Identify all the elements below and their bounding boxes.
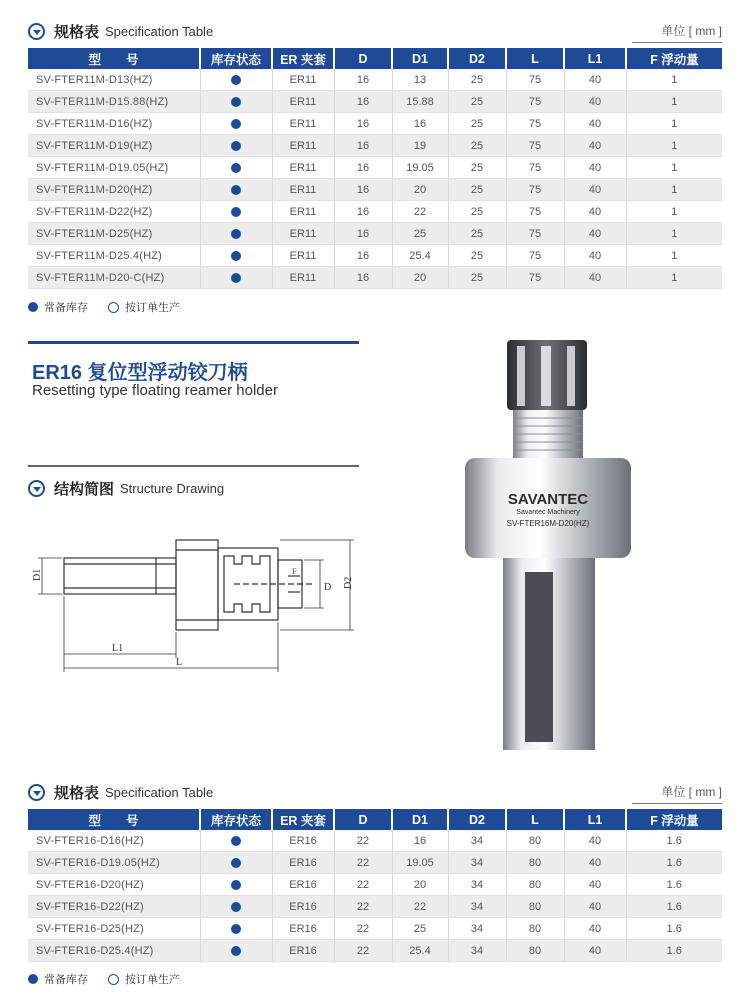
- cell-model: SV-FTER11M-D15.88(HZ): [28, 91, 200, 113]
- cell-d: 16: [334, 135, 392, 157]
- made-to-order-ring-icon: [108, 302, 119, 313]
- product-photo: [455, 340, 640, 755]
- col-header-l: L: [506, 48, 564, 69]
- cell-d: 16: [334, 179, 392, 201]
- table-row: [28, 918, 722, 940]
- in-stock-dot-icon: [231, 75, 241, 85]
- cell-model: SV-FTER16-D19.05(HZ): [28, 852, 200, 874]
- table-row: [28, 940, 722, 962]
- dim-label-l1: L1: [112, 643, 124, 654]
- cell-float: 1.6: [626, 940, 722, 962]
- table-row: [28, 896, 722, 918]
- cell-l1: 40: [564, 201, 626, 223]
- cell-l: 75: [506, 135, 564, 157]
- dim-label-d: D: [324, 582, 332, 593]
- in-stock-dot-icon: [231, 207, 241, 217]
- dim-label-d2: D2: [343, 576, 354, 589]
- cell-d: 22: [334, 874, 392, 896]
- table-row: [28, 852, 722, 874]
- cell-model: SV-FTER11M-D20-C(HZ): [28, 267, 200, 289]
- cell-l: 75: [506, 69, 564, 91]
- table-row: [28, 135, 722, 157]
- cell-l: 80: [506, 874, 564, 896]
- cell-l: 75: [506, 245, 564, 267]
- cell-float: 1: [626, 157, 722, 179]
- cell-collet: ER11: [272, 69, 334, 91]
- legend-made-to-order: 按订单生产: [125, 302, 180, 314]
- in-stock-dot-icon: [231, 273, 241, 283]
- legend-2: [28, 971, 180, 987]
- chevron-down-circle-icon: [28, 784, 45, 801]
- in-stock-dot-icon: [231, 97, 241, 107]
- in-stock-dot-icon: [231, 902, 241, 912]
- col-header-d2: D2: [448, 809, 506, 830]
- cell-l1: 40: [564, 245, 626, 267]
- unit-label: 单位 [ mm ]: [632, 22, 722, 43]
- chevron-down-circle-icon: [28, 23, 45, 40]
- cell-float: 1: [626, 135, 722, 157]
- cell-d1: 16: [392, 113, 448, 135]
- cell-l1: 40: [564, 69, 626, 91]
- cell-model: SV-FTER11M-D20(HZ): [28, 179, 200, 201]
- chevron-down-circle-icon: [28, 480, 45, 497]
- col-header-l1: L1: [564, 809, 626, 830]
- cell-l: 80: [506, 896, 564, 918]
- cell-d1: 19.05: [392, 157, 448, 179]
- cell-d2: 25: [448, 157, 506, 179]
- spec-table-2-heading: [28, 782, 213, 803]
- cell-d: 16: [334, 69, 392, 91]
- table-header-row: [28, 48, 722, 69]
- cell-model: SV-FTER11M-D25(HZ): [28, 223, 200, 245]
- cell-collet: ER16: [272, 940, 334, 962]
- cell-model: SV-FTER16-D25.4(HZ): [28, 940, 200, 962]
- spec-heading-cn: 规格表: [54, 785, 100, 802]
- cell-float: 1: [626, 91, 722, 113]
- drawing-heading: [28, 478, 224, 499]
- cell-stock: [200, 223, 272, 245]
- col-header-collet: ER 夹套: [272, 48, 334, 69]
- cell-stock: [200, 852, 272, 874]
- cell-d1: 25.4: [392, 245, 448, 267]
- cell-float: 1.6: [626, 896, 722, 918]
- cell-d1: 20: [392, 267, 448, 289]
- cell-collet: ER11: [272, 113, 334, 135]
- drawing-heading-en: Structure Drawing: [120, 481, 225, 496]
- spec-table-2: [28, 809, 722, 962]
- spec-heading-cn: 规格表: [54, 24, 100, 41]
- cell-d1: 19.05: [392, 852, 448, 874]
- cell-d2: 34: [448, 940, 506, 962]
- product-marking: SV-FTER16M-D20(HZ): [506, 519, 590, 528]
- cell-collet: ER16: [272, 874, 334, 896]
- cell-d: 16: [334, 201, 392, 223]
- drawing-heading-cn: 结构简图: [54, 481, 115, 498]
- cell-d1: 13: [392, 69, 448, 91]
- cell-model: SV-FTER11M-D13(HZ): [28, 69, 200, 91]
- table-row: [28, 69, 722, 91]
- cell-model: SV-FTER16-D22(HZ): [28, 896, 200, 918]
- cell-collet: ER16: [272, 852, 334, 874]
- cell-d: 16: [334, 157, 392, 179]
- cell-float: 1.6: [626, 852, 722, 874]
- cell-d: 22: [334, 940, 392, 962]
- col-header-float: F 浮动量: [626, 48, 722, 69]
- cell-d1: 20: [392, 179, 448, 201]
- legend-1: [28, 299, 180, 315]
- spec-heading-en: Specification Table: [105, 24, 214, 39]
- cell-l1: 40: [564, 918, 626, 940]
- cell-d: 22: [334, 896, 392, 918]
- table-row: [28, 157, 722, 179]
- cell-d2: 34: [448, 896, 506, 918]
- table-row: [28, 179, 722, 201]
- in-stock-dot-icon: [231, 946, 241, 956]
- cell-d: 22: [334, 852, 392, 874]
- in-stock-dot-icon: [231, 119, 241, 129]
- title-top-rule: [28, 341, 359, 344]
- cell-float: 1.6: [626, 918, 722, 940]
- cell-d: 16: [334, 245, 392, 267]
- cell-d2: 25: [448, 223, 506, 245]
- cell-collet: ER11: [272, 135, 334, 157]
- cell-float: 1: [626, 223, 722, 245]
- title-bottom-rule: [28, 465, 359, 467]
- cell-d1: 25.4: [392, 940, 448, 962]
- cell-d2: 25: [448, 135, 506, 157]
- cell-d2: 25: [448, 179, 506, 201]
- cell-d1: 20: [392, 874, 448, 896]
- table-row: [28, 113, 722, 135]
- cell-d: 16: [334, 267, 392, 289]
- in-stock-dot-icon: [231, 836, 241, 846]
- legend-in-stock: 常备库存: [44, 302, 88, 314]
- body-outline: [176, 540, 218, 630]
- cell-d2: 25: [448, 113, 506, 135]
- cell-stock: [200, 896, 272, 918]
- table-row: [28, 91, 722, 113]
- cell-d: 16: [334, 223, 392, 245]
- cell-stock: [200, 157, 272, 179]
- cell-d: 22: [334, 918, 392, 940]
- cell-collet: ER11: [272, 245, 334, 267]
- cell-model: SV-FTER11M-D19(HZ): [28, 135, 200, 157]
- cell-collet: ER11: [272, 91, 334, 113]
- cell-d2: 34: [448, 830, 506, 852]
- in-stock-dot-icon: [231, 163, 241, 173]
- legend-made-to-order: 按订单生产: [125, 974, 180, 986]
- cell-d2: 34: [448, 874, 506, 896]
- col-header-d1: D1: [392, 809, 448, 830]
- table-row: [28, 245, 722, 267]
- col-header-stock: 库存状态: [200, 48, 272, 69]
- cell-collet: ER11: [272, 267, 334, 289]
- cell-float: 1: [626, 267, 722, 289]
- cell-stock: [200, 179, 272, 201]
- cell-stock: [200, 918, 272, 940]
- table-row: [28, 201, 722, 223]
- spec-heading-en: Specification Table: [105, 785, 214, 800]
- table-row: [28, 267, 722, 289]
- col-header-d: D: [334, 48, 392, 69]
- cell-stock: [200, 874, 272, 896]
- cell-l1: 40: [564, 267, 626, 289]
- in-stock-dot-icon: [231, 141, 241, 151]
- brand-subtitle: Savantec Machinery: [516, 509, 580, 516]
- cell-stock: [200, 201, 272, 223]
- cell-float: 1: [626, 201, 722, 223]
- cell-l1: 40: [564, 874, 626, 896]
- cell-float: 1: [626, 69, 722, 91]
- in-stock-dot-icon: [28, 302, 38, 312]
- cell-l: 80: [506, 852, 564, 874]
- in-stock-dot-icon: [28, 974, 38, 984]
- cell-model: SV-FTER16-D25(HZ): [28, 918, 200, 940]
- cell-float: 1: [626, 113, 722, 135]
- cell-stock: [200, 69, 272, 91]
- col-header-float: F 浮动量: [626, 809, 722, 830]
- spec-table-1-heading: [28, 21, 213, 42]
- col-header-l1: L1: [564, 48, 626, 69]
- cell-d2: 25: [448, 245, 506, 267]
- cell-d1: 16: [392, 830, 448, 852]
- cell-l1: 40: [564, 91, 626, 113]
- product-title-cn: ER16 复位型浮动铰刀柄: [32, 362, 248, 384]
- cell-collet: ER11: [272, 223, 334, 245]
- cell-l1: 40: [564, 113, 626, 135]
- cell-d2: 25: [448, 201, 506, 223]
- cell-l: 75: [506, 113, 564, 135]
- col-header-l: L: [506, 809, 564, 830]
- cell-l: 75: [506, 157, 564, 179]
- cell-d: 16: [334, 113, 392, 135]
- dim-label-l: L: [176, 657, 183, 668]
- cell-stock: [200, 830, 272, 852]
- cell-d1: 19: [392, 135, 448, 157]
- col-header-collet: ER 夹套: [272, 809, 334, 830]
- cell-l1: 40: [564, 940, 626, 962]
- cell-collet: ER11: [272, 157, 334, 179]
- product-title-en: Resetting type floating reamer holder: [32, 382, 278, 399]
- cell-l1: 40: [564, 896, 626, 918]
- cell-model: SV-FTER11M-D16(HZ): [28, 113, 200, 135]
- cell-l1: 40: [564, 179, 626, 201]
- cell-l: 75: [506, 179, 564, 201]
- cell-float: 1: [626, 245, 722, 267]
- cell-l: 75: [506, 91, 564, 113]
- cell-d2: 25: [448, 69, 506, 91]
- cell-d1: 22: [392, 201, 448, 223]
- cell-l1: 40: [564, 135, 626, 157]
- cell-model: SV-FTER11M-D19.05(HZ): [28, 157, 200, 179]
- in-stock-dot-icon: [231, 880, 241, 890]
- cell-collet: ER11: [272, 179, 334, 201]
- cell-model: SV-FTER16-D20(HZ): [28, 874, 200, 896]
- cell-d2: 25: [448, 267, 506, 289]
- col-header-model: 型 号: [28, 809, 200, 830]
- col-header-model: 型 号: [28, 48, 200, 69]
- cell-l: 80: [506, 918, 564, 940]
- legend-in-stock: 常备库存: [44, 974, 88, 986]
- cell-l: 75: [506, 223, 564, 245]
- cell-collet: ER16: [272, 896, 334, 918]
- col-header-d1: D1: [392, 48, 448, 69]
- cell-d2: 34: [448, 918, 506, 940]
- cell-l: 80: [506, 940, 564, 962]
- cell-d1: 22: [392, 896, 448, 918]
- cell-model: SV-FTER11M-D25.4(HZ): [28, 245, 200, 267]
- table-row: [28, 874, 722, 896]
- cell-d2: 25: [448, 91, 506, 113]
- table-header-row: [28, 809, 722, 830]
- dim-label-f: F: [292, 567, 297, 576]
- unit-label: 单位 [ mm ]: [632, 783, 722, 804]
- structure-drawing: [28, 530, 368, 680]
- cell-stock: [200, 135, 272, 157]
- cell-model: SV-FTER16-D16(HZ): [28, 830, 200, 852]
- cell-float: 1.6: [626, 874, 722, 896]
- cell-d1: 25: [392, 918, 448, 940]
- made-to-order-ring-icon: [108, 974, 119, 985]
- spec-table-1: [28, 48, 722, 289]
- cell-stock: [200, 267, 272, 289]
- cell-d: 22: [334, 830, 392, 852]
- cell-l1: 40: [564, 157, 626, 179]
- in-stock-dot-icon: [231, 229, 241, 239]
- cell-float: 1: [626, 179, 722, 201]
- cell-collet: ER16: [272, 830, 334, 852]
- in-stock-dot-icon: [231, 858, 241, 868]
- cell-float: 1.6: [626, 830, 722, 852]
- in-stock-dot-icon: [231, 924, 241, 934]
- cell-d1: 25: [392, 223, 448, 245]
- cell-l1: 40: [564, 830, 626, 852]
- cell-l1: 40: [564, 223, 626, 245]
- cell-l1: 40: [564, 852, 626, 874]
- cell-d: 16: [334, 91, 392, 113]
- dim-label-d1: D1: [32, 568, 43, 581]
- cell-l: 75: [506, 267, 564, 289]
- table-row: [28, 830, 722, 852]
- cell-stock: [200, 940, 272, 962]
- cell-d2: 34: [448, 852, 506, 874]
- cell-stock: [200, 245, 272, 267]
- cell-stock: [200, 91, 272, 113]
- cell-l: 75: [506, 201, 564, 223]
- cell-l: 80: [506, 830, 564, 852]
- cell-collet: ER16: [272, 918, 334, 940]
- cell-stock: [200, 113, 272, 135]
- in-stock-dot-icon: [231, 185, 241, 195]
- table-row: [28, 223, 722, 245]
- cell-model: SV-FTER11M-D22(HZ): [28, 201, 200, 223]
- col-header-stock: 库存状态: [200, 809, 272, 830]
- brand-logo: SAVANTEC: [507, 491, 589, 508]
- cell-d1: 15.88: [392, 91, 448, 113]
- in-stock-dot-icon: [231, 251, 241, 261]
- col-header-d: D: [334, 809, 392, 830]
- cell-collet: ER11: [272, 201, 334, 223]
- col-header-d2: D2: [448, 48, 506, 69]
